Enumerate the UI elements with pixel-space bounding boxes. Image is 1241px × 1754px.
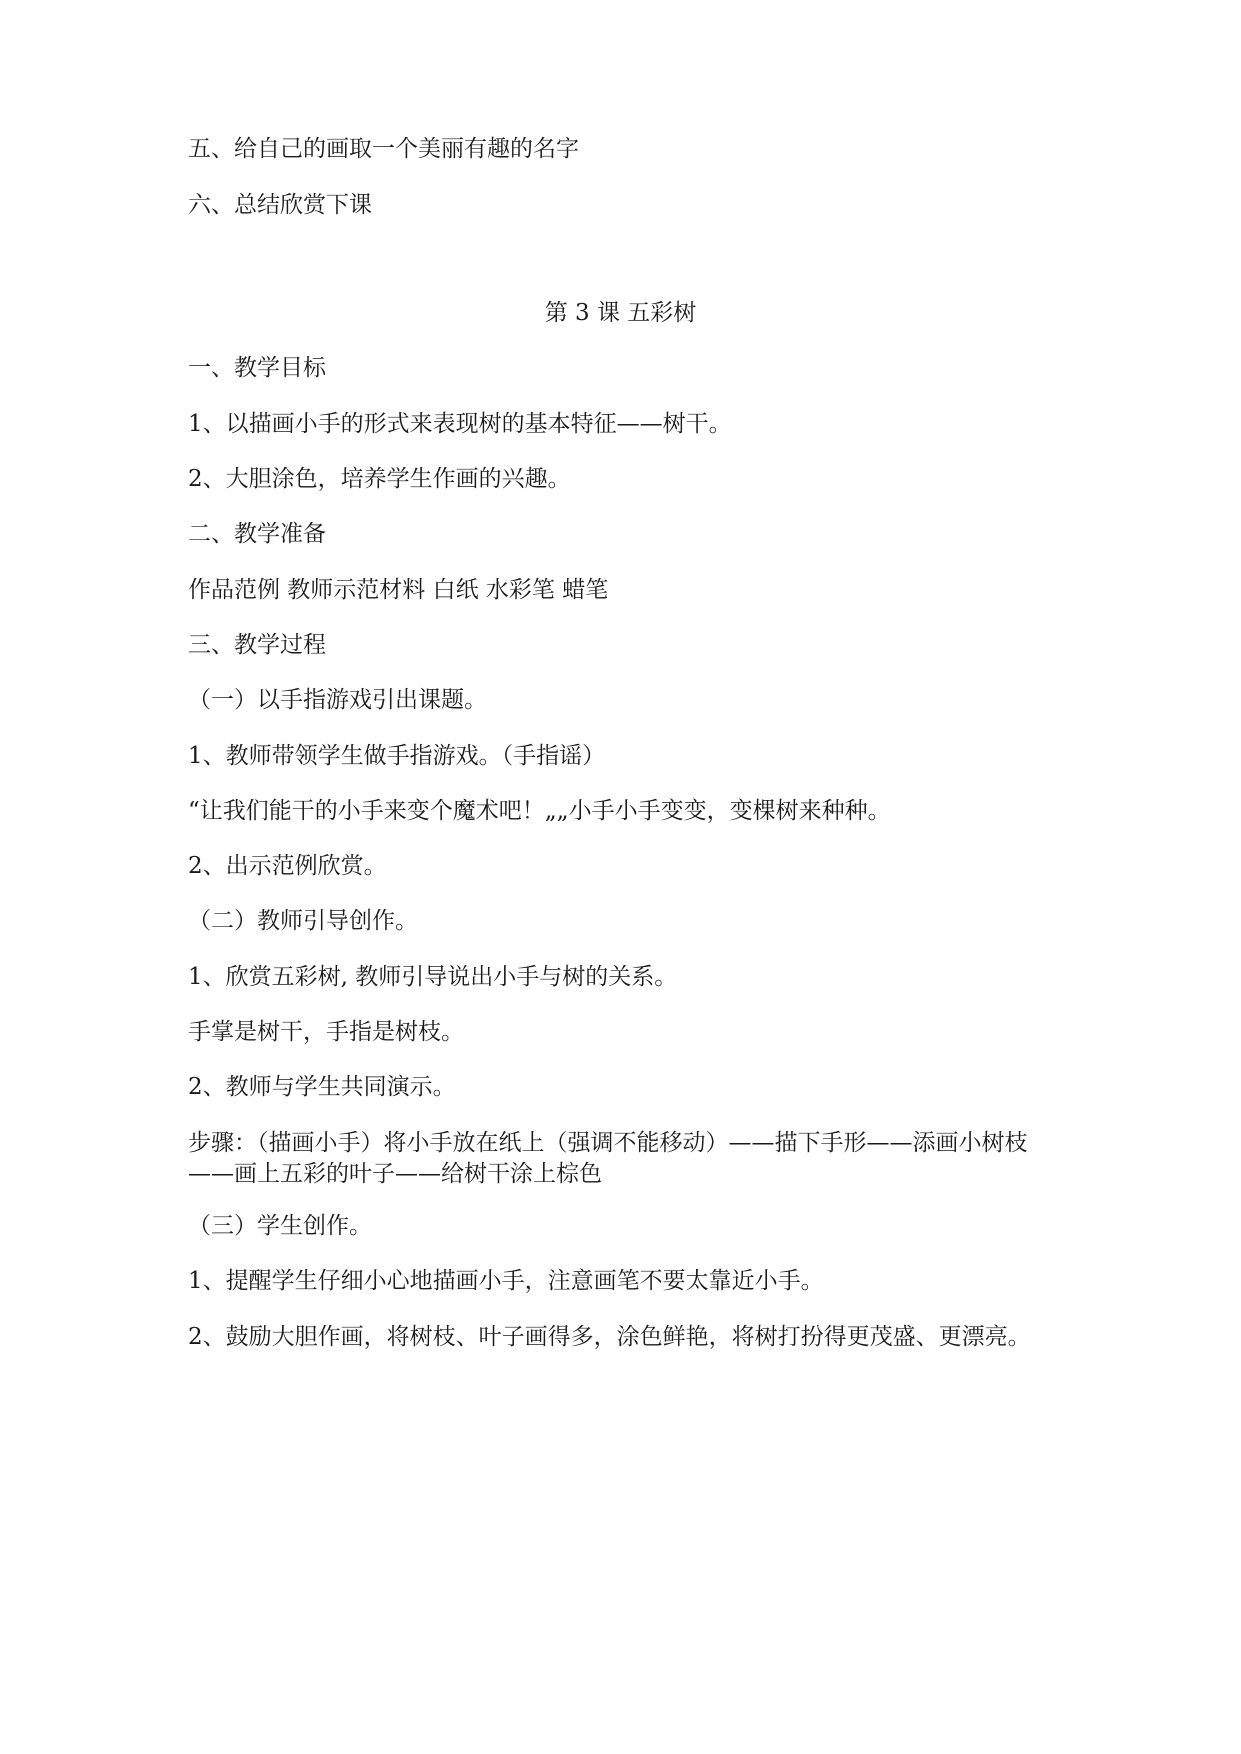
encouragement-paragraph: 2、鼓励大胆作画，将树枝、叶子画得多，涂色鲜艳，将树打扮得更茂盛、更漂亮。 — [188, 1324, 1031, 1350]
text-line: 六、总结欣赏下课 — [188, 192, 372, 218]
subsection-heading: （二）教师引导创作。 — [188, 908, 418, 934]
text-line: 作品范例 教师示范材料 白纸 水彩笔 蜡笔 — [188, 577, 609, 603]
text-line: 2、大胆涂色，培养学生作画的兴趣。 — [188, 466, 571, 492]
section-heading: 一、教学目标 — [188, 355, 326, 381]
subsection-heading: （一）以手指游戏引出课题。 — [188, 687, 487, 713]
text-line: “让我们能干的小手来变个魔术吧！„„小手小手变变，变棵树来种种。 — [188, 798, 891, 824]
section-heading: 三、教学过程 — [188, 632, 326, 658]
steps-paragraph: 步骤：（描画小手）将小手放在纸上（强调不能移动）——描下手形——添画小树枝——画上五彩的叶子——给树干涂上棕色 — [188, 1130, 1028, 1187]
section-heading: 二、教学准备 — [188, 521, 326, 547]
text-line: 1、以描画小手的形式来表现树的基本特征——树干。 — [188, 411, 732, 437]
text-line: 1、欣赏五彩树, 教师引导说出小手与树的关系。 — [188, 964, 678, 990]
text-line: 1、提醒学生仔细小心地描画小手，注意画笔不要太靠近小手。 — [188, 1268, 824, 1294]
text-line: 手掌是树干，手指是树枝。 — [188, 1019, 464, 1045]
text-line: 五、给自己的画取一个美丽有趣的名字 — [188, 136, 579, 162]
text-line: 2、教师与学生共同演示。 — [188, 1074, 456, 1100]
text-line: 2、出示范例欣赏。 — [188, 853, 387, 879]
subsection-heading: （三）学生创作。 — [188, 1213, 372, 1239]
text-line: 1、教师带领学生做手指游戏。（手指谣） — [188, 743, 606, 769]
lesson-title: 第 3 课 五彩树 — [544, 300, 697, 326]
